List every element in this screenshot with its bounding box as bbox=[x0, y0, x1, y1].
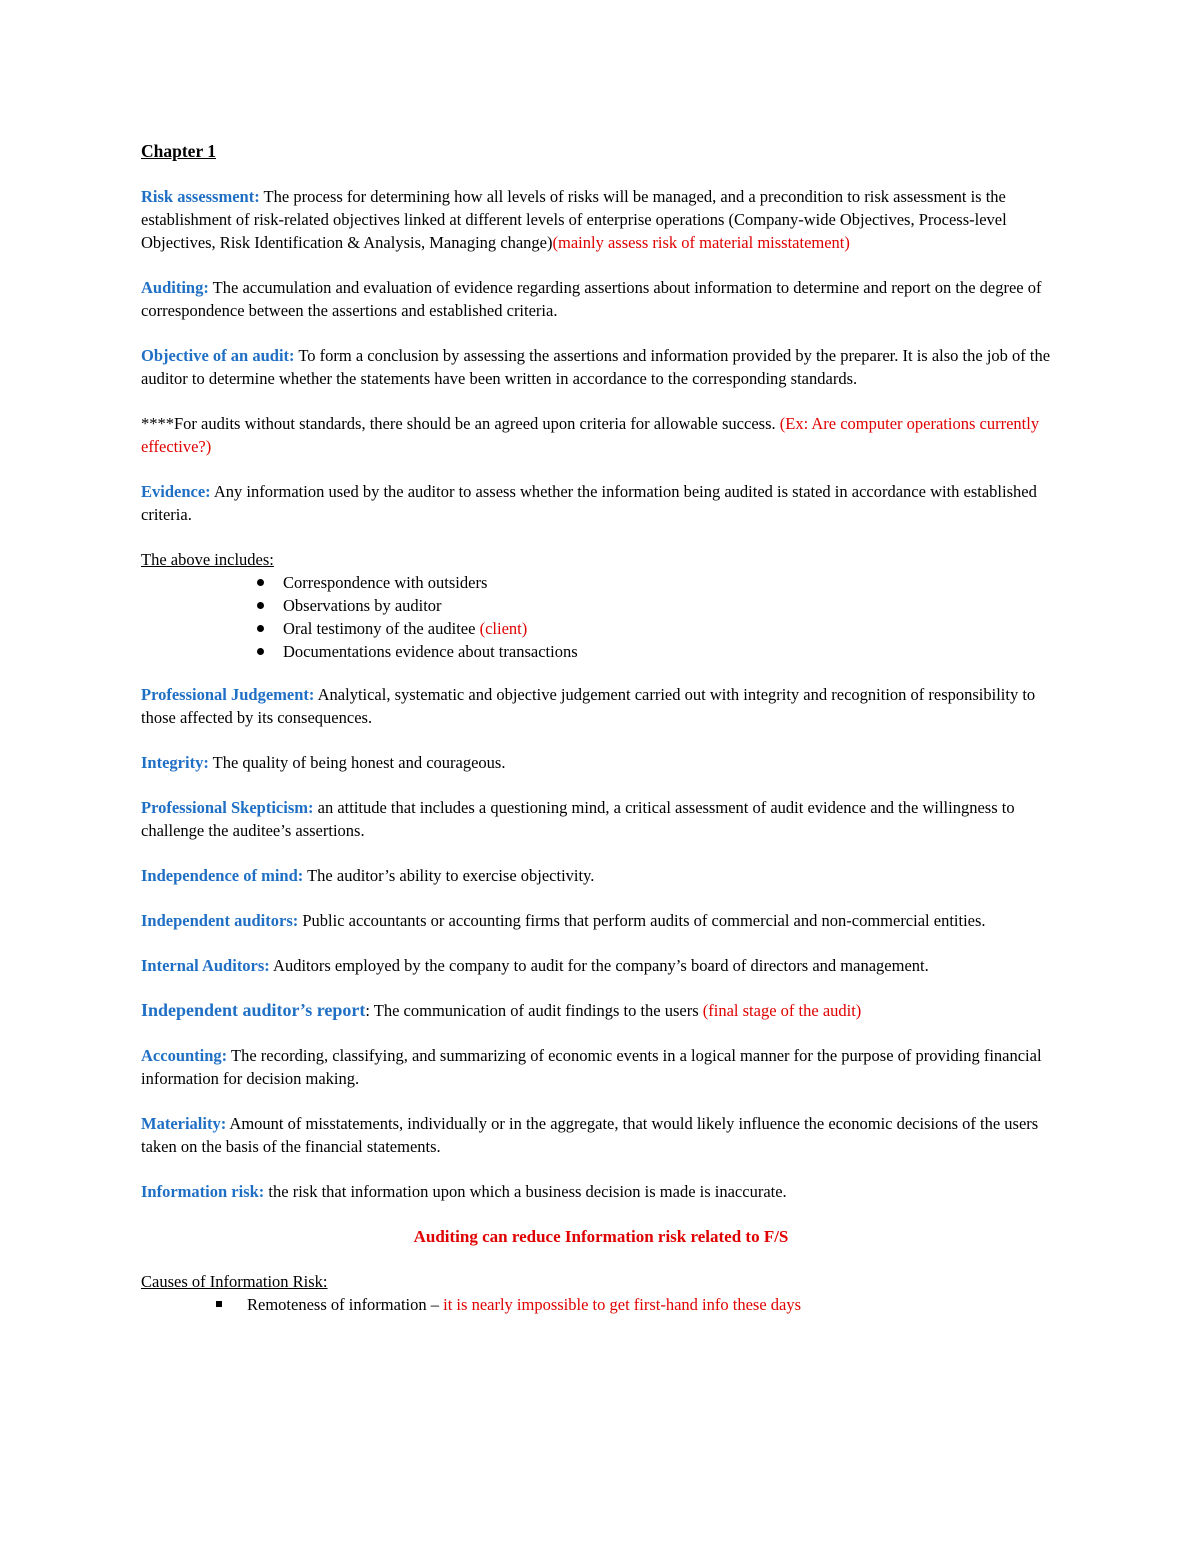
definition-text: the risk that information upon which a business decision is made is inaccurate. bbox=[264, 1182, 787, 1201]
definition-text: The accumulation and evaluation of evidence regarding assertions about information to determine and report on the degree of correspondence between the assertions and established criteria. bbox=[141, 278, 1042, 320]
definition-text: Amount of misstatements, individually or in the aggregate, that would likely influence the economic decisions of the users taken on the basis of the financial statements. bbox=[141, 1114, 1039, 1156]
note-text: ****For audits without standards, there should be an agreed upon criteria for allowable success. bbox=[141, 414, 780, 433]
risk-assessment-definition bbox=[141, 185, 1061, 254]
auditing-definition bbox=[141, 276, 1061, 322]
evidence-definition bbox=[141, 480, 1061, 526]
chapter-title: Chapter 1 bbox=[141, 141, 217, 161]
definition-text: Any information used by the auditor to assess whether the information being audited is stated in accordance with established criteria. bbox=[141, 482, 1037, 524]
internal-auditors-definition bbox=[141, 954, 1061, 977]
definition-text: The auditor’s ability to exercise objectivity. bbox=[303, 866, 595, 885]
bullet-icon bbox=[257, 602, 264, 609]
no-standards-note bbox=[141, 412, 1061, 458]
term-skepticism: Professional Skepticism: bbox=[141, 798, 314, 817]
objective-definition bbox=[141, 344, 1061, 390]
term-risk-assessment: Risk assessment: bbox=[141, 187, 260, 206]
list-item: Documentations evidence about transactions bbox=[141, 640, 1061, 663]
definition-text: The process for determining how all levels of risks will be managed, and a precondition to risk assessment is the establishment of risk-related objectives linked at different levels of enterprise operations (Company-wide Objectives, Process-level Objectives, Risk Identification & Analysis, Managing change) bbox=[141, 187, 1007, 252]
term-auditing: Auditing: bbox=[141, 278, 209, 297]
term-evidence: Evidence: bbox=[141, 482, 211, 501]
definition-text: Auditors employed by the company to audit for the company’s board of directors and management. bbox=[269, 956, 929, 975]
information-risk-definition bbox=[141, 1180, 1061, 1203]
definition-text: To form a conclusion by assessing the assertions and information provided by the preparer. It is also the job of the auditor to determine whether the statements have been written in accordance to the corresponding standards. bbox=[141, 346, 1051, 388]
includes-title: The above includes: bbox=[141, 550, 274, 569]
section-heading: Auditing can reduce Information risk related to F/S bbox=[413, 1227, 789, 1246]
list-item: Oral testimony of the auditee (client) bbox=[141, 617, 1061, 640]
definition-text: The recording, classifying, and summarizing of economic events in a logical manner for the purpose of providing financial information for decision making. bbox=[141, 1046, 1042, 1088]
definition-text: : The communication of audit findings to the users bbox=[365, 1001, 703, 1020]
term-professional-judgement: Professional Judgement: bbox=[141, 685, 315, 704]
independence-definition bbox=[141, 864, 1061, 887]
term-information-risk: Information risk: bbox=[141, 1182, 265, 1201]
document-content bbox=[141, 140, 1061, 1316]
definition-text: an attitude that includes a questioning mind, a critical assessment of audit evidence and the willingness to challenge the auditee’s assertions. bbox=[141, 798, 1015, 840]
list-item: Correspondence with outsiders bbox=[141, 571, 1061, 594]
integrity-definition bbox=[141, 751, 1061, 774]
term-integrity: Integrity: bbox=[141, 753, 209, 772]
definition-text: Public accountants or accounting firms that perform audits of commercial and non-commercial entities. bbox=[298, 911, 986, 930]
definition-text: The quality of being honest and courageous. bbox=[208, 753, 506, 772]
includes-list bbox=[141, 571, 1061, 663]
term-independence: Independence of mind: bbox=[141, 866, 304, 885]
term-objective: Objective of an audit: bbox=[141, 346, 295, 365]
list-item: Observations by auditor bbox=[141, 594, 1061, 617]
term-independent-auditors: Independent auditors: bbox=[141, 911, 299, 930]
causes-title: Causes of Information Risk: bbox=[141, 1272, 328, 1291]
list-item: Remoteness of information – it is nearly impossible to get first-hand info these days bbox=[141, 1293, 1061, 1316]
bullet-icon bbox=[257, 648, 264, 655]
term-report: Independent auditor’s report bbox=[141, 1000, 366, 1020]
accounting-definition bbox=[141, 1044, 1061, 1090]
red-note: (Ex: Are computer operations currently effective?) bbox=[141, 414, 1040, 456]
skepticism-definition bbox=[141, 796, 1061, 842]
term-accounting: Accounting: bbox=[141, 1046, 228, 1065]
definition-text: Analytical, systematic and objective judgement carried out with integrity and recognition of responsibility to those affected by its consequences. bbox=[141, 685, 1036, 727]
materiality-definition bbox=[141, 1112, 1061, 1158]
term-materiality: Materiality: bbox=[141, 1114, 227, 1133]
independent-auditors-definition bbox=[141, 909, 1061, 932]
square-bullet-icon bbox=[216, 1301, 222, 1307]
red-note: (final stage of the audit) bbox=[702, 1001, 862, 1020]
professional-judgement-definition bbox=[141, 683, 1061, 729]
report-definition bbox=[141, 999, 1061, 1022]
bullet-icon bbox=[257, 625, 264, 632]
red-note: (mainly assess risk of material misstatement) bbox=[552, 233, 850, 252]
bullet-icon bbox=[257, 579, 264, 586]
causes-list bbox=[141, 1293, 1061, 1316]
term-internal-auditors: Internal Auditors: bbox=[141, 956, 270, 975]
